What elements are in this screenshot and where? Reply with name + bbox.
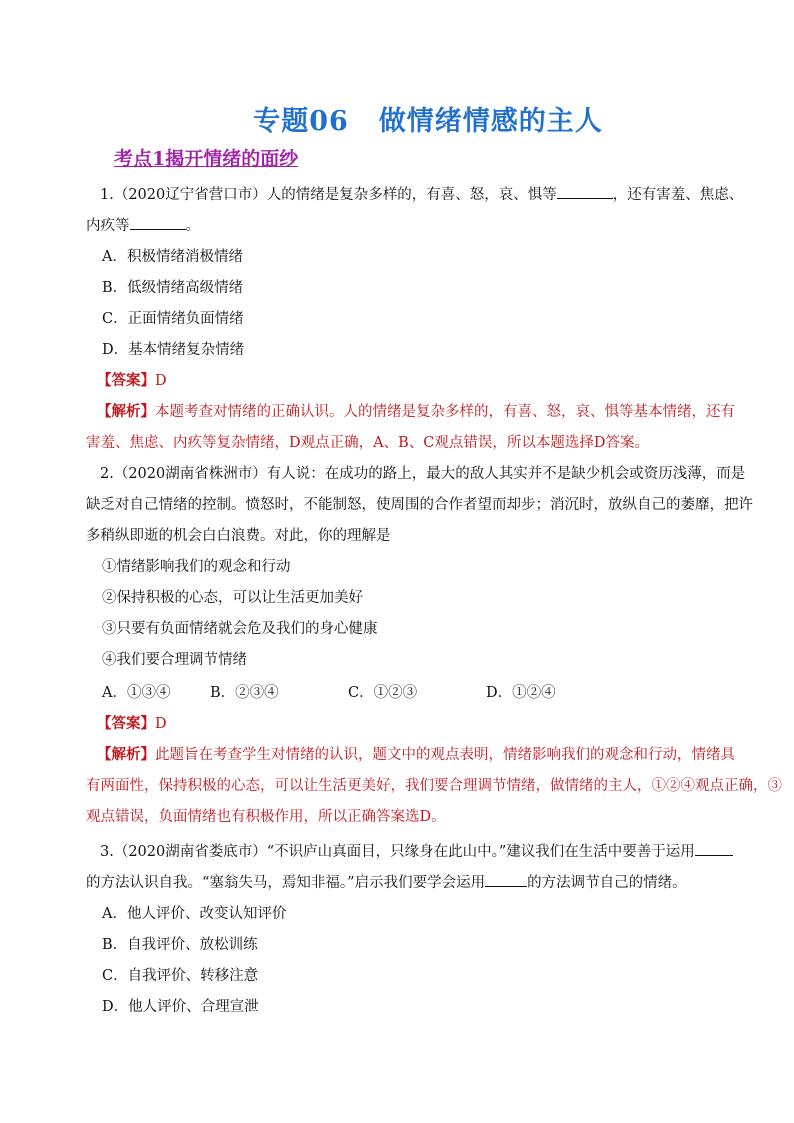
page-title — [0, 99, 794, 138]
q2-analysis-text1: 此题旨在考查学生对情绪的认识，题文中的观点表明，情绪影响我们的观念和行动，情绪具 — [155, 747, 735, 763]
q1-stem-text-b: ，还有害羞、焦虑、 — [612, 187, 744, 203]
q1-answer-value: D — [155, 373, 167, 389]
q3-stem-line1 — [100, 841, 734, 863]
q2-answer — [97, 713, 734, 735]
q1-stem-text-c: 内疚等 — [86, 218, 130, 234]
q2-option-b: B．②③④ — [210, 685, 279, 701]
q1-option-b: B．低级情绪高级情绪 — [102, 280, 244, 296]
q1-analysis-text1: 本题考查对情绪的正确认识。人的情绪是复杂多样的，有喜、怒，哀、惧等基本情绪，还有 — [155, 404, 735, 420]
q3-option-a: A．他人评价、改变认知评价 — [102, 906, 287, 922]
title-prefix: 专题06 — [253, 106, 349, 137]
q2-analysis-tag: 【解析】 — [97, 746, 155, 763]
q1-analysis-tag: 【解析】 — [97, 403, 155, 420]
q1-option-d: D．基本情绪复杂情绪 — [102, 342, 245, 358]
q3-option-b: B．自我评价、放松训练 — [102, 937, 258, 953]
q3-option-c: C．自我评价、转移注意 — [102, 968, 259, 984]
q1-analysis-line1 — [97, 401, 734, 423]
q2-option-d: D．①②④ — [486, 685, 556, 701]
q3-stem-text2b: 的方法调节自己的情绪。 — [527, 875, 687, 891]
q1-stem-text-d: 。 — [185, 218, 200, 234]
q3-blank-1 — [695, 841, 733, 856]
q2-analysis-line1 — [97, 744, 734, 766]
q2-stem-line2: 缺乏对自己情绪的控制。愤怒时，不能制怒，使周围的合作者望而却步；消沉时，放纵自己的萎靡，把许 — [86, 497, 753, 513]
q1-option-a: A．积极情绪消极情绪 — [102, 249, 243, 265]
q3-option-d: D．他人评价、合理宣泄 — [102, 999, 259, 1015]
q2-answer-tag: 【答案】 — [97, 715, 155, 732]
q1-stem-line1 — [100, 184, 744, 206]
q2-options-row — [102, 682, 734, 704]
q1-stem-line2 — [86, 215, 734, 237]
q2-stem-line3: 多稍纵即逝的机会白白浪费。对此，你的理解是 — [86, 528, 391, 544]
q2-item-4: ④我们要合理调节情绪 — [102, 652, 247, 668]
q3-stem-line2 — [86, 872, 734, 894]
q2-item-2: ②保持积极的心态，可以让生活更加美好 — [102, 590, 363, 606]
q2-stem-line1: 2.（2020湖南省株洲市）有人说：在成功的路上，最大的敌人其实并不是缺少机会或资历浅薄，而是 — [100, 466, 746, 482]
q2-item-3: ③只要有负面情绪就会危及我们的身心健康 — [102, 621, 378, 637]
q1-option-c: C．正面情绪负面情绪 — [102, 311, 244, 327]
q2-analysis-line2: 有两面性，保持积极的心态，可以让生活更美好，我们要合理调节情绪，做情绪的主人，①②④观点正确，③ — [86, 778, 782, 794]
q2-item-1: ①情绪影响我们的观念和行动 — [102, 559, 291, 575]
section-heading: 考点1揭开情绪的面纱 — [114, 148, 299, 170]
q2-answer-value: D — [155, 716, 167, 732]
q3-blank-2 — [485, 872, 527, 887]
q1-blank-1 — [557, 184, 613, 199]
q3-stem-text2a: 的方法认识自我。“塞翁失马，焉知非福。”启示我们要学会运用 — [86, 875, 486, 891]
q1-answer — [97, 370, 734, 392]
q1-analysis-line2: 害羞、焦虑、内疚等复杂情绪，D观点正确，A、B、C观点错误，所以本题选择D答案。 — [86, 435, 649, 451]
q2-option-c: C．①②③ — [348, 685, 418, 701]
title-main: 做情绪情感的主人 — [378, 106, 603, 137]
q2-analysis-line3: 观点错误，负面情绪也有积极作用，所以正确答案选D。 — [86, 809, 446, 825]
q1-answer-tag: 【答案】 — [97, 372, 155, 389]
q1-blank-2 — [130, 215, 186, 230]
q2-option-a: A．①③④ — [102, 685, 171, 701]
q1-stem-text-a: 1.（2020辽宁省营口市）人的情绪是复杂多样的，有喜、怒，哀、惧等 — [100, 187, 557, 203]
q3-stem-text1: 3.（2020湖南省娄底市）“不识庐山真面目，只缘身在此山中。”建议我们在生活中要善于运用 — [100, 844, 695, 860]
